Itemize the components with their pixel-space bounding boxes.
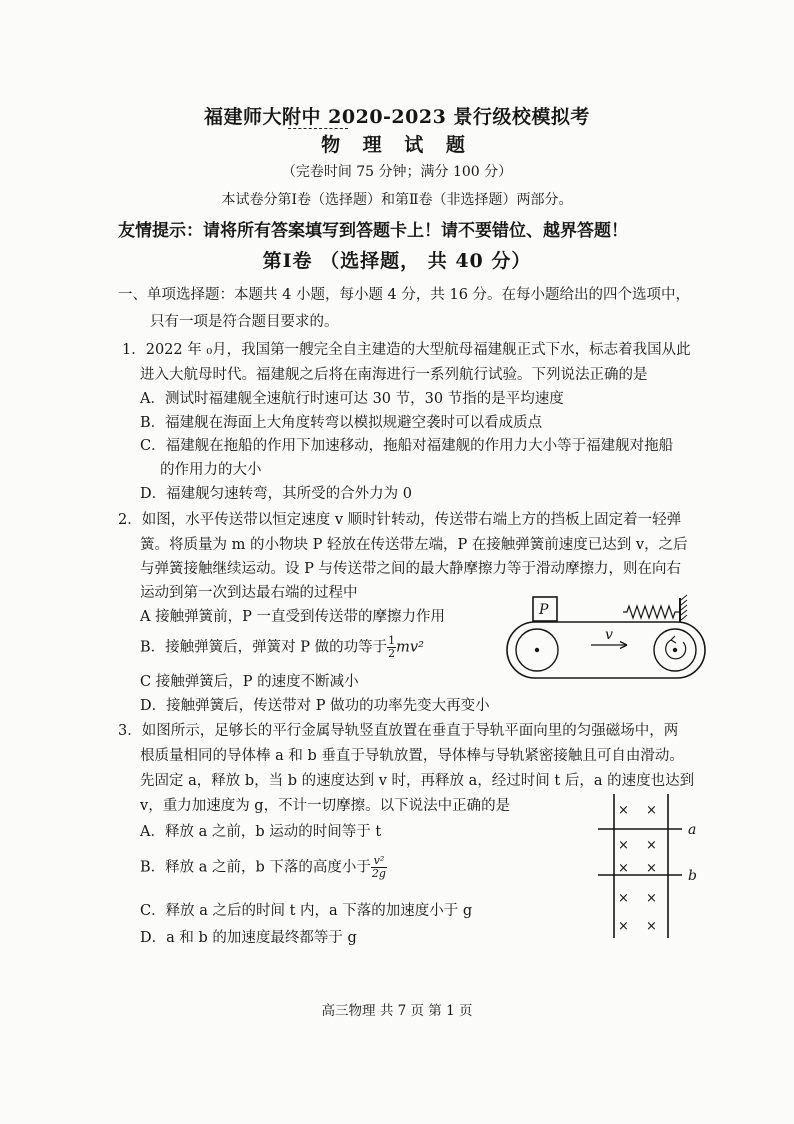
wall-hatching [681, 595, 687, 620]
q2-option-b-fraction [387, 635, 396, 660]
section-title: 第Ⅰ卷 （选择题， 共 40 分） [262, 250, 532, 272]
q3-option-b [140, 855, 387, 880]
left-axle-dot [535, 648, 539, 652]
q3-stem-line-1: 3．如图所示，足够长的平行金属导轨竖直放置在垂直于导轨平面向里的匀强磁场中，两 [118, 723, 679, 739]
title-underline [288, 128, 348, 129]
instructions-line-2: 只有一项是符合题目要求的。 [150, 314, 339, 330]
rotation-arrow-head [671, 636, 676, 643]
page-title: 福建师大附中 2020-2023 景行级校模拟考 [204, 106, 590, 128]
q2-fraction-numerator: 1 [388, 634, 396, 647]
q2-stem-line-2: 簧。将质量为 m 的小物块 P 轻放在传送带左端，P 在接触弹簧前速度已达到 v，之后 [140, 537, 688, 553]
field-x-icon: × [646, 891, 657, 906]
q1-stem-line-1: 1．2022 年 ₀月，我国第一艘完全自主建造的大型航母福建舰正式下水，标志着我国从此 [122, 342, 691, 358]
q2-stem-line-4: 运动到第一次到达最右端的过程中 [140, 585, 358, 601]
q3-fraction-numerator: v² [371, 855, 387, 868]
friendly-tip: 友情提示：请将所有答案填写到答题卡上！请不要错位、越界答题！ [118, 221, 628, 241]
rod-a-label: a [688, 822, 697, 838]
q1-option-c-line-2: 的作用力的大小 [160, 462, 262, 478]
field-x-icon: × [618, 803, 629, 818]
q1-option-c-line-1: C．福建舰在拖船的作用下加速移动，拖船对福建舰的作用力大小等于福建舰对拖船 [140, 438, 674, 454]
q2-option-b-text: B．接触弹簧后，弹簧对 P 做的功等于 [140, 639, 388, 656]
q3-option-b-text: B．释放 a 之前，b 下落的高度小于 [140, 859, 371, 876]
exam-parts-note: 本试卷分第Ⅰ卷（选择题）和第Ⅱ卷（非选择题）两部分。 [221, 192, 573, 208]
block-p-label: P [539, 602, 549, 618]
q2-option-b-expr: mv² [396, 639, 424, 656]
q3-option-a: A．释放 a 之前，b 运动的时间等于 t [140, 824, 382, 840]
instructions-line-1: 一、单项选择题：本题共 4 小题，每小题 4 分，共 16 分。在每小题给出的四个选项中， [118, 287, 691, 303]
q2-stem-line-3: 与弹簧接触继续运动。设 P 与传送带之间的最大静摩擦力等于滑动摩擦力，则在向右 [140, 561, 681, 577]
right-axle-dot [673, 648, 677, 652]
conveyor-belt-figure [505, 592, 710, 684]
q3-option-d: D．a 和 b 的加速度最终都等于 g [140, 930, 357, 946]
rails-magnetic-field-figure [596, 790, 714, 942]
field-x-icon: × [646, 803, 657, 818]
magnetic-field-markers [618, 803, 657, 934]
exam-meta: （完卷时间 75 分钟；满分 100 分） [281, 164, 513, 180]
q3-stem-line-3: 先固定 a，释放 b，当 b 的速度达到 v 时，再释放 a，经过时间 t 后，a 的速度也达到 [140, 773, 695, 789]
q3-fraction-denominator: 2g [371, 867, 386, 880]
q3-option-c: C．释放 a 之后的时间 t 内，a 下落的加速度小于 g [140, 903, 473, 919]
q1-option-d: D．福建舰匀速转弯，其所受的合外力为 0 [140, 486, 412, 502]
field-x-icon: × [618, 838, 629, 853]
field-x-icon: × [618, 891, 629, 906]
q2-stem-line-1: 2．如图，水平传送带以恒定速度 v 顺时针转动，传送带右端上方的挡板上固定着一轻弹 [118, 512, 682, 528]
velocity-label: v [605, 627, 613, 643]
q2-option-c: C 接触弹簧后，P 的速度不断减小 [140, 674, 359, 690]
q1-stem-line-2: 进入大航母时代。福建舰之后将在南海进行一系列航行试验。下列说法正确的是 [140, 367, 648, 383]
field-x-icon: × [646, 919, 657, 934]
q3-stem-line-4: v，重力加速度为 g，不计一切摩擦。以下说法中正确的是 [140, 798, 511, 814]
q2-option-a: A 接触弹簧前，P 一直受到传送带的摩擦力作用 [140, 609, 445, 625]
q2-option-b [140, 635, 424, 660]
field-x-icon: × [618, 919, 629, 934]
q2-fraction-denominator: 2 [388, 647, 396, 660]
field-x-icon: × [646, 838, 657, 853]
q3-stem-line-2: 根质量相同的导体棒 a 和 b 垂直于导轨放置，导体棒与导轨紧密接触且可自由滑动。 [140, 748, 684, 764]
q1-option-b: B．福建舰在海面上大角度转弯以模拟规避空袭时可以看成质点 [140, 415, 543, 431]
rod-b-label: b [688, 868, 697, 884]
field-x-icon: × [618, 861, 629, 876]
subject-title: 物 理 试 题 [321, 134, 473, 156]
q3-option-b-fraction [371, 855, 387, 880]
field-x-icon: × [646, 861, 657, 876]
q1-option-a: A．测试时福建舰全速航行时速可达 30 节，30 节指的是平均速度 [140, 391, 564, 407]
page-footer: 高三物理 共 7 页 第 1 页 [321, 1003, 473, 1019]
q2-option-d: D．接触弹簧后，传送带对 P 做功的功率先变大再变小 [140, 698, 490, 714]
spring-icon [623, 606, 680, 618]
